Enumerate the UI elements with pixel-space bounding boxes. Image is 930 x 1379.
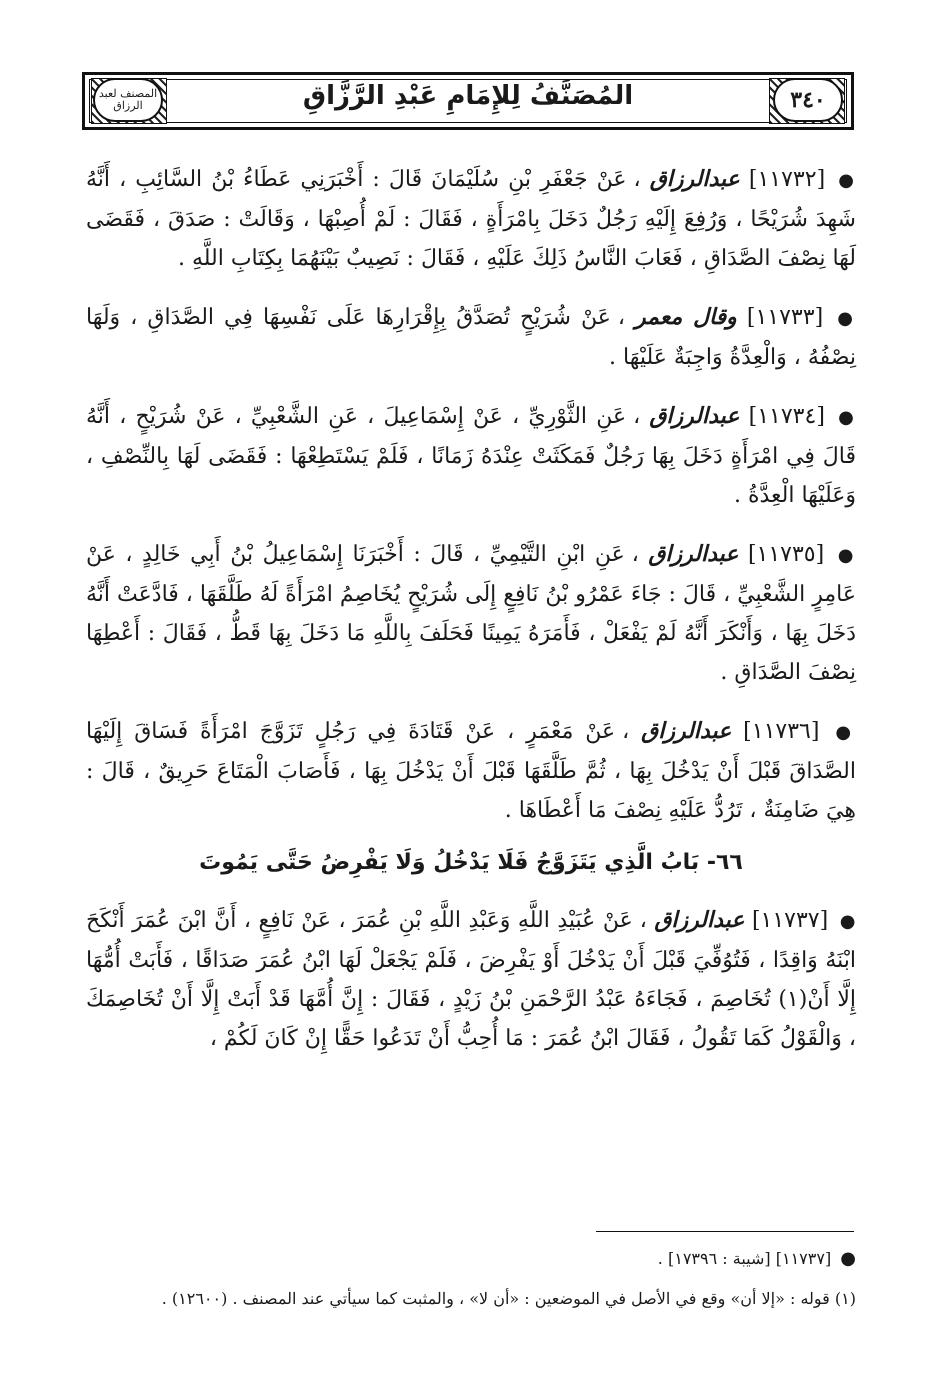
hadith-paragraph: [86, 535, 856, 692]
hadith-author: عبدالرزاق: [649, 166, 740, 192]
hadith-text: ، عَنِ الثَّوْرِيِّ ، عَنْ إِسْمَاعِيلَ ، عَنِ الشَّعْبِيِّ ، عَنْ شُرَيْحٍ ، أَنَّهُ قَالَ فِي امْرَأَةٍ دَخَلَ بِهَا رَجُلٌ فَمَكَثَتْ عِنْدَهُ زَمَانًا ، فَلَمْ يَسْتَطِعْهَا : فَقَضَى لَهَا بِالنِّصْفِ ، وَعَلَيْهَا الْعِدَّةُ .: [86, 404, 856, 508]
footnote-note: (١) قوله : «إلا أن» وقع في الأصل في الموضعين : «أن لا» ، والمثبت كما سيأتي عند المصنف . (١٢٦٠٠) .: [161, 1289, 856, 1308]
hadith-number: [١١٧٣٧]: [751, 908, 829, 933]
bullet-icon: ●: [837, 308, 856, 329]
hadith-paragraph: [86, 298, 856, 377]
hadith-number: [١١٧٣٦]: [743, 719, 820, 744]
bullet-icon: ●: [835, 722, 856, 743]
hadith-paragraph: [86, 712, 856, 830]
footnote-divider: [596, 1231, 854, 1232]
hadith-text: ، عَنِ ابْنِ التَّيْمِيِّ ، قَالَ : أَخْبَرَنَا إِسْمَاعِيلُ بْنُ أَبِي خَالِدٍ ، عَنْ عَامِرٍ الشَّعْبِيِّ ، قَالَ : جَاءَ عَمْرُو بْنُ نَافِعٍ إِلَى شُرَيْحٍ يُخَاصِمُ امْرَأَةً لَهُ طَلَّقَهَا ، فَادَّعَتْ أَنَّهُ دَخَلَ بِهَا ، وَأَنْكَرَ أَنَّهُ لَمْ يَفْعَلْ ، فَأَمَرَهُ يَمِينًا فَحَلَفَ بِاللَّهِ مَا دَخَلَ بِهَا قَطُّ ، فَقَالَ : أَعْطِهَا نِصْفَ الصَّدَاقِ .: [86, 542, 856, 685]
hadith-number: [١١٧٣٤]: [748, 404, 825, 429]
page-header: [82, 72, 854, 130]
hadith-paragraph: [86, 901, 856, 1058]
hadith-author: عبدالرزاق: [641, 718, 732, 744]
bullet-icon: ●: [840, 1248, 856, 1269]
hadith-author: عبدالرزاق: [649, 403, 740, 429]
bullet-icon: ●: [838, 407, 856, 428]
bullet-icon: ●: [839, 911, 856, 932]
footnote-ref-text: [١١٧٣٧] [شيبة : ١٧٣٩٦] .: [657, 1249, 832, 1268]
footnote-reference: [86, 1248, 856, 1270]
running-title: المُصَنَّفُ لِلإِمَامِ عَبْدِ الرَّزَّاقِ: [302, 81, 634, 111]
main-text: [86, 160, 856, 1078]
hadith-text: ، عَنْ جَعْفَرِ بْنِ سُلَيْمَانَ قَالَ : أَخْبَرَنِي عَطَاءُ بْنُ السَّائِبِ ، أَنَّهُ شَهِدَ شُرَيْحًا ، وَرُفِعَ إِلَيْهِ رَجُلٌ دَخَلَ بِامْرَأَةٍ ، فَقَالَ : لَمْ أُصِبْهَا ، وَقَالَتْ : صَدَقَ ، فَقَضَى لَهَا نِصْفَ الصَّدَاقِ ، فَعَابَ النَّاسُ ذَلِكَ عَلَيْهِ ، فَقَالَ : نَصِيبٌ بَيْنَهُمَا بِكِتَابِ اللَّهِ .: [86, 167, 856, 271]
bullet-icon: ●: [837, 545, 856, 566]
hadith-paragraph: [86, 397, 856, 515]
page-number: ٣٤٠: [773, 78, 843, 122]
hadith-author: عبدالرزاق: [648, 541, 739, 567]
hadith-author: وقال معمر: [635, 304, 737, 330]
hadith-number: [١١٧٣٣]: [746, 305, 824, 330]
hadith-number: [١١٧٣٥]: [747, 542, 825, 567]
bullet-icon: ●: [838, 170, 857, 191]
chapter-heading: ٦٦- بَابُ الَّذِي يَتَزَوَّجُ فَلَا يَدْخُلُ وَلَا يَفْرِضُ حَتَّى يَمُوتَ: [199, 850, 743, 875]
hadith-paragraph: [86, 160, 856, 278]
hadith-text: ، عَنْ مَعْمَرٍ ، عَنْ قَتَادَةَ فِي رَجُلٍ تَزَوَّجَ امْرَأَةً فَسَاقَ إِلَيْهَا الصَّدَاقَ قَبْلَ أَنْ يَدْخُلَ بِهَا ، ثُمَّ طَلَّقَهَا قَبْلَ أَنْ يَدْخُلَ بِهَا ، فَأَصَابَ الْمَتَاعَ حَرِيقٌ ، قَالَ : هِيَ ضَامِنَةٌ ، تَرُدُّ عَلَيْهِ نِصْفَ مَا أَعْطَاهَا .: [86, 719, 856, 823]
hadith-text: ، عَنْ عُبَيْدِ اللَّهِ وَعَبْدِ اللَّهِ بْنِ عُمَرَ ، عَنْ نَافِعٍ ، أَنَّ ابْنَ عُمَرَ أَنْكَحَ ابْنَهُ وَاقِدًا ، فَتُوُفِّيَ قَبْلَ أَنْ يَدْخُلَ أَوْ يَفْرِضَ ، فَلَمْ يَجْعَلْ لَهَا ابْنُ عُمَرَ صَدَاقًا ، فَأَبَتْ أُمُّهَا إِلَّا أَنْ(١) تُخَاصِمَ ، فَجَاءَهُ عَبْدُ الرَّحْمَنِ بْنُ زَيْدٍ ، فَقَالَ : إِنَّ أُمَّهَا قَدْ أَبَتْ إِلَّا أَنْ تُخَاصِمَكَ ، وَالْقَوْلُ كَمَا تَقُولُ ، فَقَالَ ابْنُ عُمَرَ : مَا أُحِبُّ أَنْ تَدَعُوا حَقًّا إِنْ كَانَ لَكُمْ ،: [86, 908, 856, 1051]
hadith-author: عبدالرزاق: [654, 907, 745, 933]
hadith-number: [١١٧٣٢]: [748, 167, 826, 192]
book-logo: المصنف لعبد الرزاق: [93, 78, 163, 122]
hadith-text: ، عَنْ شُرَيْحٍ تُصَدَّقُ بِإِقْرَارِهَا عَلَى نَفْسِهَا فِي الصَّدَاقِ ، وَلَهَا نِصْفُهُ ، وَالْعِدَّةُ وَاجِبَةٌ عَلَيْهَا .: [86, 305, 856, 370]
